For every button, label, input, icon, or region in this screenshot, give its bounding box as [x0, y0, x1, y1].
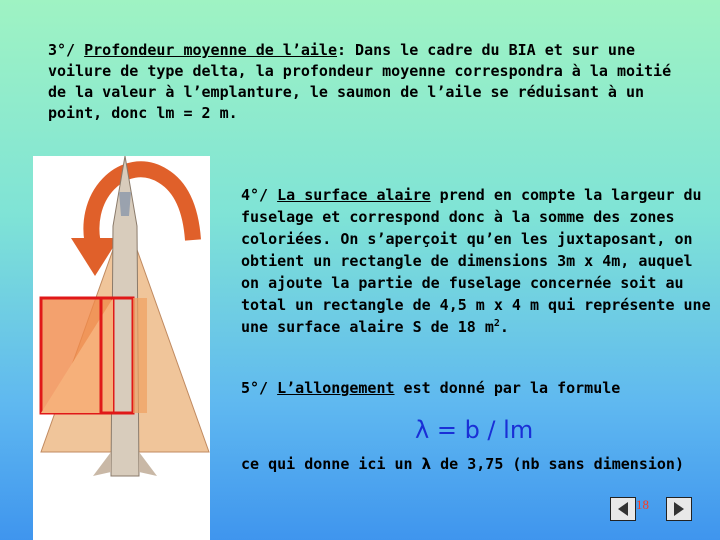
delta-wing-aircraft-diagram	[33, 156, 210, 540]
p6-after: de 3,75 (nb sans dimension)	[431, 455, 684, 473]
wing-zone-right	[133, 298, 147, 413]
paragraph-allongement	[241, 378, 701, 399]
p4-prefix: 4°/	[241, 186, 278, 204]
p3-prefix: 3°/	[48, 41, 85, 59]
allongement-formula: λ = b / lm	[415, 416, 534, 444]
paragraph-result	[241, 454, 701, 475]
paragraph-profondeur-moyenne	[48, 40, 688, 124]
p4-title: La surface alaire	[277, 186, 431, 204]
previous-slide-button[interactable]	[610, 497, 636, 521]
p4-text: prend en compte la largeur du fuselage et correspond donc à la somme des zones coloriées. On s’aperçoit qu’en les juxtaposant, on obtient un rectangle de dimensions 3m x 4m, auquel on ajoute la partie de fuselage concernée soit au total un rectangle de 4,5 m x 4 m qui représente une une surface alaire S de 18 m	[241, 186, 711, 336]
cockpit	[119, 192, 131, 216]
p5-prefix: 5°/	[241, 379, 278, 397]
p3-text: : Dans le cadre du BIA et sur une voilure de type delta, la profondeur moyenne correspondra à la moitié de la valeur à l’emplanture, le saumon de l’aile se réduisant à un point, donc lm = 2 m.	[48, 41, 672, 122]
page-number: 18	[636, 497, 649, 512]
p6-before: ce qui donne ici un	[241, 455, 422, 473]
p5-title: L’allongement	[277, 379, 395, 397]
lambda-symbol: λ	[421, 455, 432, 473]
p5-text: est donné par la formule	[394, 379, 621, 397]
p3-title: Profondeur moyenne de l’aile	[84, 41, 337, 59]
p4-superscript: 2	[493, 318, 500, 329]
next-slide-button[interactable]	[666, 497, 692, 521]
paragraph-surface-alaire	[241, 184, 716, 338]
p4-end: .	[499, 318, 509, 336]
